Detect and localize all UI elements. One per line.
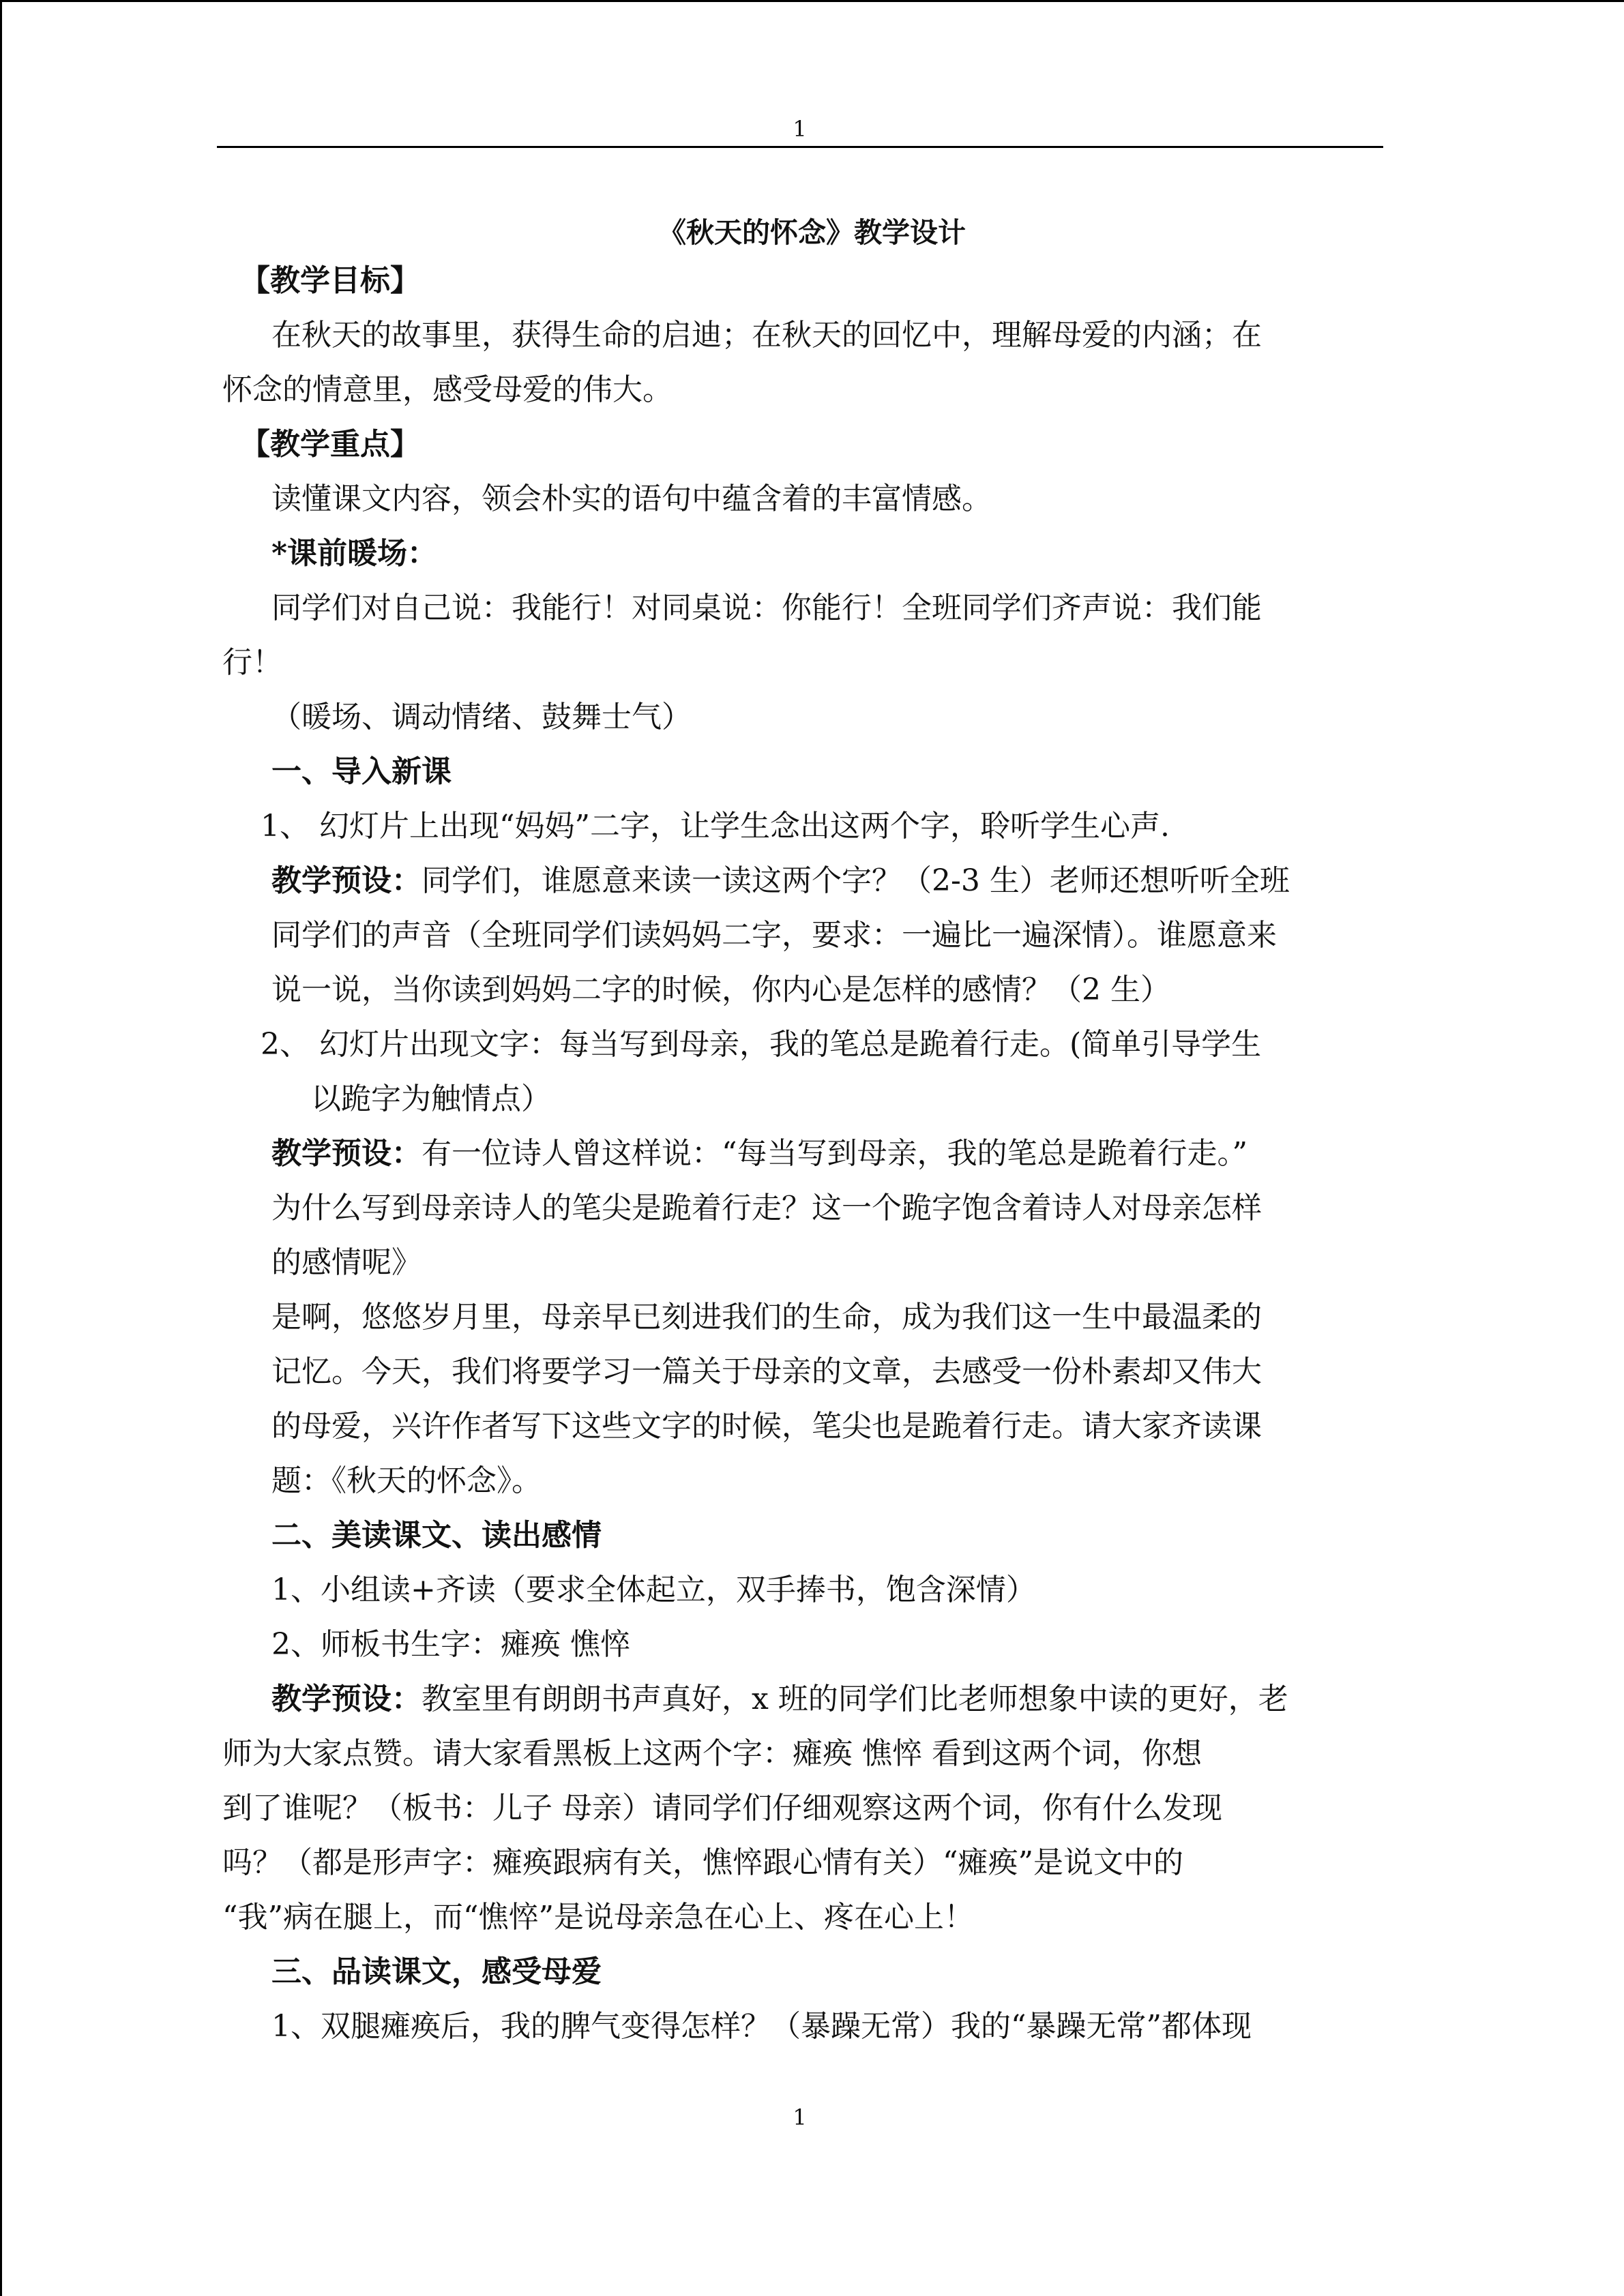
list-item: 1、 幻灯片上出现“妈妈”二字，让学生念出这两个字，聆听学生心声. <box>261 809 1170 844</box>
header-rule <box>217 146 1383 148</box>
paragraph-line: （暖场、调动情绪、鼓舞士气） <box>271 700 692 734</box>
paragraph-line <box>271 863 1290 899</box>
preset-label: 教学预设： <box>271 1682 422 1716</box>
paragraph-line: 同学们对自己说：我能行！对同桌说：你能行！全班同学们齐声说：我们能 <box>271 591 1262 625</box>
paragraph-line: 读懂课文内容，领会朴实的语句中蕴含着的丰富情感。 <box>271 481 992 516</box>
paragraph-line: 在秋天的故事里，获得生命的启迪；在秋天的回忆中，理解母爱的内涵；在 <box>271 318 1262 353</box>
preset-label: 教学预设： <box>271 1136 422 1171</box>
header-page-number: 1 <box>793 116 807 142</box>
paragraph-line: 的母爱，兴许作者写下这些文字的时候，笔尖也是跪着行走。请大家齐读课 <box>271 1409 1262 1444</box>
preset-text: 教室里有朗朗书声真好，x 班的同学们比老师想象中读的更好，老 <box>422 1682 1288 1716</box>
section-heading-key: 【教学重点】 <box>240 427 420 462</box>
section-heading-warmup: *课前暖场： <box>271 536 438 571</box>
paragraph-line: 的感情呢》 <box>271 1245 422 1280</box>
paragraph-line: 是啊，悠悠岁月里，母亲早已刻进我们的生命，成为我们这一生中最温柔的 <box>271 1300 1262 1335</box>
paragraph-line: 为什么写到母亲诗人的笔尖是跪着行走？这一个跪字饱含着诗人对母亲怎样 <box>271 1191 1262 1225</box>
paragraph-line: 说一说，当你读到妈妈二字的时候，你内心是怎样的感情？（2 生） <box>271 972 1170 1007</box>
list-item: 2、师板书生字：瘫痪 憔悴 <box>271 1627 630 1662</box>
part-heading-2: 二、美读课文、读出感情 <box>271 1518 602 1553</box>
part-heading-3: 三、品读课文，感受母爱 <box>271 1954 602 1989</box>
preset-text: 同学们，谁愿意来读一读这两个字？（2-3 生）老师还想听听全班 <box>422 863 1290 898</box>
paragraph-line: 题：《秋天的怀念》。 <box>271 1463 542 1498</box>
list-item: 1、小组读+齐读（要求全体起立，双手捧书，饱含深情） <box>271 1572 1036 1607</box>
paragraph-line: 师为大家点赞。请大家看黑板上这两个字：瘫痪 憔悴 看到这两个词，你想 <box>222 1736 1202 1771</box>
paragraph-line: 怀念的情意里，感受母爱的伟大。 <box>222 372 673 407</box>
list-item: 2、 幻灯片出现文字：每当写到母亲，我的笔总是跪着行走。(简单引导学生 <box>261 1027 1262 1062</box>
paragraph-line: 记忆。今天，我们将要学习一篇关于母亲的文章，去感受一份朴素却又伟大 <box>271 1354 1262 1389</box>
list-item: 1、双腿瘫痪后，我的脾气变得怎样？（暴躁无常）我的“暴躁无常”都体现 <box>271 2009 1252 2044</box>
footer-page-number: 1 <box>793 2104 807 2130</box>
paragraph-line: 到了谁呢？（板书：儿子 母亲）请同学们仔细观察这两个词，你有什么发现 <box>222 1791 1222 1825</box>
paragraph-line: 行！ <box>222 645 282 680</box>
paragraph-line: 同学们的声音（全班同学们读妈妈二字，要求：一遍比一遍深情）。谁愿意来 <box>271 918 1277 953</box>
list-item-continuation: 以跪字为触情点） <box>311 1082 551 1116</box>
document-title: 《秋天的怀念》教学设计 <box>658 216 966 249</box>
section-heading-goal: 【教学目标】 <box>240 263 420 298</box>
paragraph-line <box>271 1136 1247 1172</box>
paragraph-line: “我”病在腿上，而“憔悴”是说母亲急在心上、疼在心上！ <box>222 1900 974 1935</box>
preset-text: 有一位诗人曾这样说：“每当写到母亲，我的笔总是跪着行走。” <box>422 1136 1247 1171</box>
part-heading-1: 一、导入新课 <box>271 754 452 789</box>
paragraph-line <box>271 1682 1288 1717</box>
paragraph-line: 吗？（都是形声字：瘫痪跟病有关，憔悴跟心情有关）“瘫痪”是说文中的 <box>222 1845 1183 1880</box>
preset-label: 教学预设： <box>271 863 422 898</box>
